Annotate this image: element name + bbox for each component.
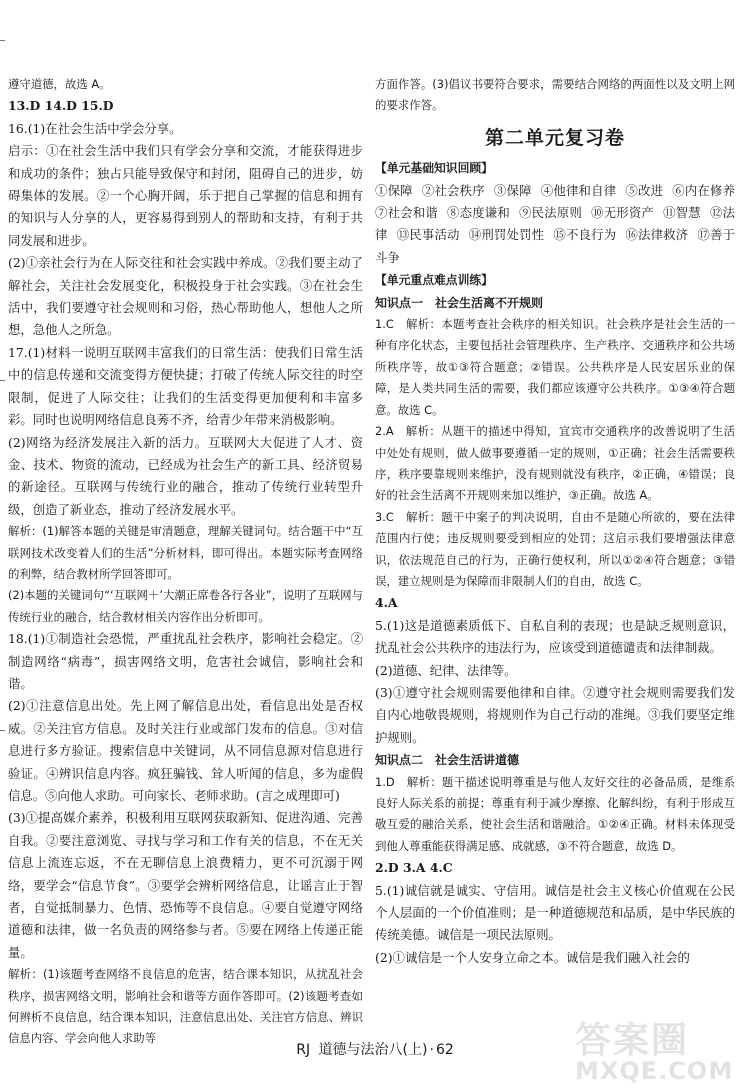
right-b-paragraph: 2.D 3.A 4.C [375,860,453,876]
right-a-paragraph: 4.A [375,595,398,611]
right-b-paragraph: 5.(1)诚信就是诚实、守信用。诚信是社会主义核心价值观在公民个人层面的一个价值准则；是一种道德规范和品质，是中华民族的传统美德。诚信是一项民法原则。 [375,882,735,943]
left-paragraph: 解析：(1)该题考查网络不良信息的危害，结合课本知识，从扰乱社会秩序，损害网络文明，影响社会和谐等方面作答即可。(2)该题考查如何辨析不良信息，结合课本知识，注意信息出处、关注官方信息、辨识信息内容、学会向他人求助等 [8,967,363,1046]
left-paragraph: 解析：(1)解答本题的关键是审清题意，理解关键词句。结合题干中“互联网技术改变着人们的生活”分析材料，即可得出。本题实际考查网络的利弊，结合教材所学回答即可。 [8,524,363,581]
page-number: 62 [435,1042,454,1058]
knowledge-point-2: 知识点二 社会生活讲道德 [375,753,520,768]
right-b-paragraph: 1.D 解析：题干描述说明尊重是与他人友好交往的必备品质，是维系良好人际关系的前提；尊重有利于减少摩擦、化解纠纷，有利于形成互敬互爱的融洽关系，使社会生活和谐融洽。①②④正确。材料未体现受到他人尊重能获得满足感、成就感，③不符合题意，故选 D。 [375,774,735,853]
watermark-logo: 答案圈 MXQE.COM [575,1020,734,1085]
section-key-training: 【单元重点难点训练】 [375,273,493,288]
section-basic-review: 【单元基础知识回顾】 [375,161,493,176]
left-paragraph: (2)①注意信息出处。先上网了解信息出处，看信息出处是否权威。②关注官方信息。及时关注行业或部门发布的信息。③对信息进行多方验证。搜索信息中关键词，从不同信息源对信息进行验证。④辨识信息内容。疯狂骗钱、耸人听闻的信息，多为虚假信息。⑤向他人求助。可向家长、老师求助。(言之成理即可) [8,698,363,803]
right-a-paragraph: 1.C 解析：本题考查社会秩序的相关知识。社会秩序是社会生活的一种有序化状态，主要包括社会管理秩序、生产秩序、交通秩序和公共场所秩序等，故①③符合题意；②错误。公共秩序是人民安居乐业的保障，是人类共同生活的需要，我们都应该遵守公共秩序。①③④符合题意。故选 C。 [375,317,735,417]
left-paragraph: (2)本题的关键词句“‘互联网＋’大潮正席卷各行各业”，说明了互联网与传统行业的融合，结合教材相关内容作出分析即可。 [8,588,363,624]
left-paragraph: 17.(1)材料一说明互联网丰富我们的日常生活：使我们日常生活中的信息传递和交流变得方便快捷；打破了传统人际交往的时空限制，促进了人际交往；让我们的生活变得更加便利和丰富多彩。同时也说明网络信息良莠不齐，给青少年带来消极影响。 [8,344,363,428]
knowledge-point-1: 知识点一 社会生活离不开规则 [375,295,544,310]
answer-continuation: 方面作答。(3)倡议书要符合要求，需要结合网络的两面性以及文明上网的要求作答。 [375,77,735,113]
book-title: 道德与法治八(上) [318,1042,428,1058]
right-column [375,74,735,969]
basic-answers: ①保障 ②社会秩序 ③保障 ④他律和自律 ⑤改进 ⑥内在修养 ⑦社会和谐 ⑧态度谦和 ⑨民法原则 ⑩无形资产 ⑪智慧 ⑫法律 ⑬民事活动 ⑭刑罚处罚性 ⑮不良行为 ⑯法律救济 ⑰善于斗争 [375,182,735,265]
right-a-paragraph: (2)道德、纪律、法律等。 [375,662,517,678]
margin-tick [0,380,5,381]
left-paragraph: 启示：①在社会生活中我们只有学会分享和交流，才能获得进步和成功的条件；独占只能导致保守和封闭，阻碍自己的进步，妨碍集体的发展。②一个心胸开阔，乐于把自己掌握的信息和拥有的知识与人分享的人，更容易得到别人的帮助和支持，有利于共同发展和进步。 [8,143,363,248]
left-column [8,74,363,1050]
left-paragraph: 13.D 14.D 15.D [8,98,114,114]
left-paragraph: 遵守道德，故选 A。 [8,77,111,91]
edition-label: RJ [296,1042,311,1058]
left-paragraph: (2)网络为经济发展注入新的活力。互联网大大促进了人才、资金、技术、物资的流动，已经成为社会生产的新工具、经济贸易的新途径。互联网与传统行业的融合，推动了传统行业转型升级，创造了新业态，推动了经济发展水平。 [8,434,363,517]
page-footer: RJ 道德与法治八(上) · 62 [296,1042,454,1058]
right-b-paragraph: (2)①诚信是一个人安身立命之本。诚信是我们融入社会的 [375,949,690,965]
left-paragraph: (3)①提高媒介素养，积极利用互联网获取新知、促进沟通、完善自我。②要注意浏览、寻找与学习和工作有关的信息，不在无关信息上流连忘返，不在无聊信息上浪费精力，更不可沉溺于网络，要学会“信息节食”。③要学会辨析网络信息，让谣言止于智者，自觉抵制暴力、色情、恐怖等不良信息。④要自觉遵守网络道德和法律，做一名负责的网络参与者。⑤要在网络上传递正能量。 [8,810,363,960]
left-paragraph: 18.(1)①制造社会恐慌，严重扰乱社会秩序，影响社会稳定。②制造网络“病毒”，损害网络文明，危害社会诚信，影响社会和谐。 [8,631,363,691]
right-a-paragraph: 2.A 解析：从题干的描述中得知，宜宾市交通秩序的改善说明了生活中处处有规则，做人做事要遵循一定的规则，①正确；社会生活需要秩序，秩序要靠规则来维护，没有规则就没有秩序，②正确，④错误；良好的社会生活离不开规则来加以维护，③正确。故选 A。 [375,424,735,503]
right-a-paragraph: (3)①遵守社会规则需要他律和自律。②遵守社会规则需要我们发自内心地敬畏规则，将规则作为自己行动的准绳。③我们要坚定维护规则。 [375,684,735,745]
left-paragraph: 16.(1)在社会生活中学会分享。 [8,120,182,136]
page-title: 第二单元复习卷 [484,126,625,149]
margin-tick [0,730,5,731]
margin-tick [0,40,5,41]
left-paragraph: (2)①亲社会行为在人际交往和社会实践中养成。②我们要主动了解社会，关注社会发展变化，积极投身于社会实践。③在社会生活中，我们要遵守社会规则和习俗，热心帮助他人，想他人之所想，急他人之所急。 [8,255,363,338]
right-a-paragraph: 3.C 解析：题干中案子的判决说明，自由不是随心所欲的，要在法律范围内行使；违反规则要受到相应的处罚；这启示我们要增强法律意识，依法规范自己的行为，正确行使权利，所以①②④符合题意；③错误，建立规则是为保障而非限制人们的自由，故选 C。 [375,509,735,588]
right-a-paragraph: 5.(1)这是道德素质低下、自私自利的表现；也是缺乏规则意识，扰乱社会公共秩序的违法行为，应该受到道德谴责和法律制裁。 [375,617,735,656]
